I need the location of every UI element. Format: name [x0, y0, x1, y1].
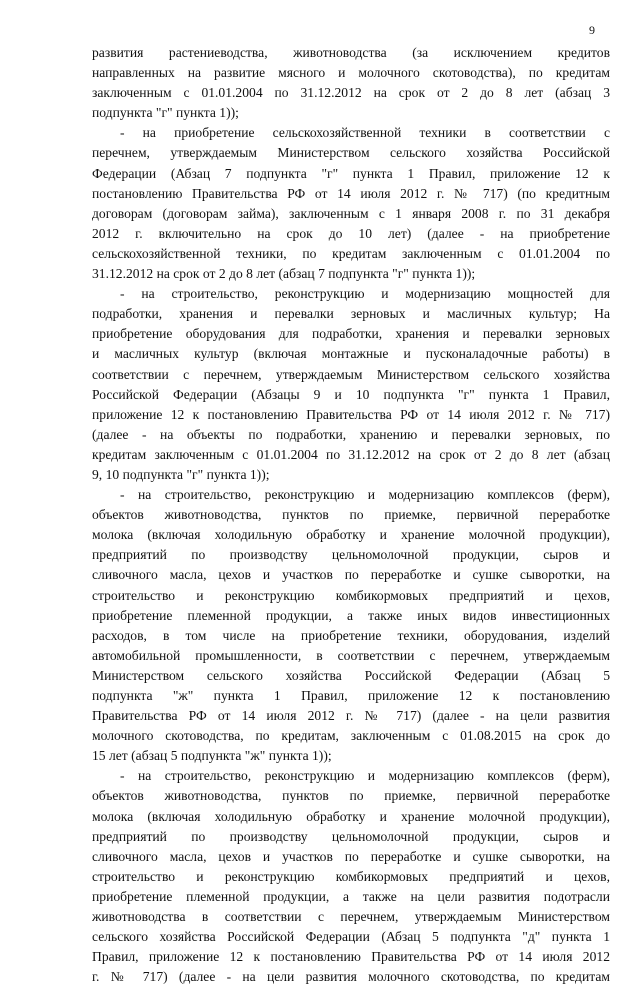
text-line: объектов животноводства, пунктов по приемке, первичной переработке: [92, 788, 610, 804]
text-line: Правительства РФ от 14 июля 2012 г. № 717) (далее - на цели развития: [92, 708, 610, 724]
text-line: подпункта "г" пункта 1));: [92, 105, 239, 121]
text-line: Федерации (Абзац 7 подпункта "г" пункта 1 Правил, приложение 12 к: [92, 165, 610, 181]
text-line: приложение 12 к постановлению Правительства РФ от 14 июля 2012 г. № 717): [92, 406, 610, 422]
text-line: подработки, хранения и перевалки зерновых и масличных культур; На: [92, 306, 610, 322]
text-line: заключенным с 01.01.2004 по 31.12.2012 на срок от 2 до 8 лет (абзац 3: [92, 85, 610, 101]
text-line: Российской Федерации (Абзацы 9 и 10 подпункта "г" пункта 1 Правил,: [92, 386, 610, 402]
text-line: приобретение племенной продукции, а также иных видов инвестиционных: [92, 607, 610, 623]
text-line: строительство и реконструкцию комбикормовых предприятий и цехов,: [92, 868, 610, 884]
text-line: сливочного масла, цехов и участков по переработке и сушке сыворотки, на: [92, 848, 610, 864]
text-line: приобретение племенной продукции, а также на цели развития подотрасли: [92, 888, 610, 904]
text-line: молока (включая холодильную обработку и хранение молочной продукции),: [92, 808, 610, 824]
text-line: - на строительство, реконструкцию и модернизацию комплексов (ферм),: [120, 487, 610, 503]
text-line: молока (включая холодильную обработку и хранение молочной продукции),: [92, 527, 610, 543]
text-line: 2012 г. включительно на срок до 10 лет) (далее - на приобретение: [92, 225, 610, 241]
text-line: 15 лет (абзац 5 подпункта "ж" пункта 1));: [92, 748, 332, 764]
text-line: строительство и реконструкцию комбикормовых предприятий и цехов,: [92, 587, 610, 603]
text-line: развития растениеводства, животноводства (за исключением кредитов: [92, 45, 610, 60]
text-line: договорам (договорам займа), заключенным с 1 января 2008 г. по 31 декабря: [92, 205, 610, 221]
text-line: животноводства в соответствии с перечнем, утверждаемым Министерством: [92, 909, 610, 925]
text-line: Правил, приложение 12 к постановлению Правительства РФ от 14 июля 2012: [92, 949, 610, 965]
text-line: (далее - на объекты по подработки, хранению и перевалки зерновых, по: [92, 426, 610, 442]
text-line: - на приобретение сельскохозяйственной техники в соответствии с: [120, 125, 610, 141]
text-line: - на строительство, реконструкцию и модернизацию мощностей для: [120, 286, 610, 302]
text-line: перечнем, утверждаемым Министерством сельского хозяйства Российской: [92, 145, 610, 161]
text-line: г. № 717) (далее - на цели развития молочного скотоводства, по кредитам: [92, 969, 610, 985]
text-line: сливочного масла, цехов и участков по переработке и сушке сыворотки, на: [92, 567, 610, 583]
text-line: кредитам заключенным с 01.01.2004 по 31.12.2012 на срок от 2 до 8 лет (абзац: [92, 446, 610, 462]
text-line: объектов животноводства, пунктов по приемке, первичной переработке: [92, 507, 610, 523]
text-line: 9, 10 подпункта "г" пункта 1));: [92, 466, 270, 482]
text-line: сельского хозяйства Российской Федерации (Абзац 5 подпункта "д" пункта 1: [92, 929, 610, 945]
text-line: сельскохозяйственной техники, по кредитам заключенным с 01.01.2004 по: [92, 245, 610, 261]
text-line: молочного скотоводства, по кредитам, заключенным с 01.08.2015 на срок до: [92, 728, 610, 744]
text-line: предприятий по производству цельномолочной продукции, сыров и: [92, 547, 610, 563]
text-line: предприятий по производству цельномолочной продукции, сыров и: [92, 828, 610, 844]
text-line: соответствии с перечнем, утверждаемым Министерством сельского хозяйства: [92, 366, 610, 382]
text-line: и масличных культур (включая монтажные и пусконаладочные работы) в: [92, 346, 610, 362]
document-body: [92, 43, 610, 987]
text-line: подпункта "ж" пункта 1 Правил, приложение 12 к постановлению: [92, 688, 610, 703]
text-line: - на строительство, реконструкцию и модернизацию комплексов (ферм),: [120, 768, 610, 784]
text-line: 31.12.2012 на срок от 2 до 8 лет (абзац 7 подпункта "г" пункта 1));: [92, 266, 476, 282]
text-line: автомобильной промышленности, в соответствии с перечнем, утверждаемым: [92, 647, 610, 663]
page-number: 9: [589, 23, 595, 37]
text-line: приобретение оборудования для подработки, хранения и перевалки зерновых: [92, 326, 610, 342]
text-line: расходов, в том числе на приобретение техники, оборудования, изделий: [92, 627, 610, 643]
text-line: Министерством сельского хозяйства Российской Федерации (Абзац 5: [92, 667, 610, 683]
text-line: постановлению Правительства РФ от 14 июля 2012 г. № 717) (по кредитным: [92, 185, 610, 201]
text-line: направленных на развитие мясного и молочного скотоводства), по кредитам: [92, 65, 610, 81]
